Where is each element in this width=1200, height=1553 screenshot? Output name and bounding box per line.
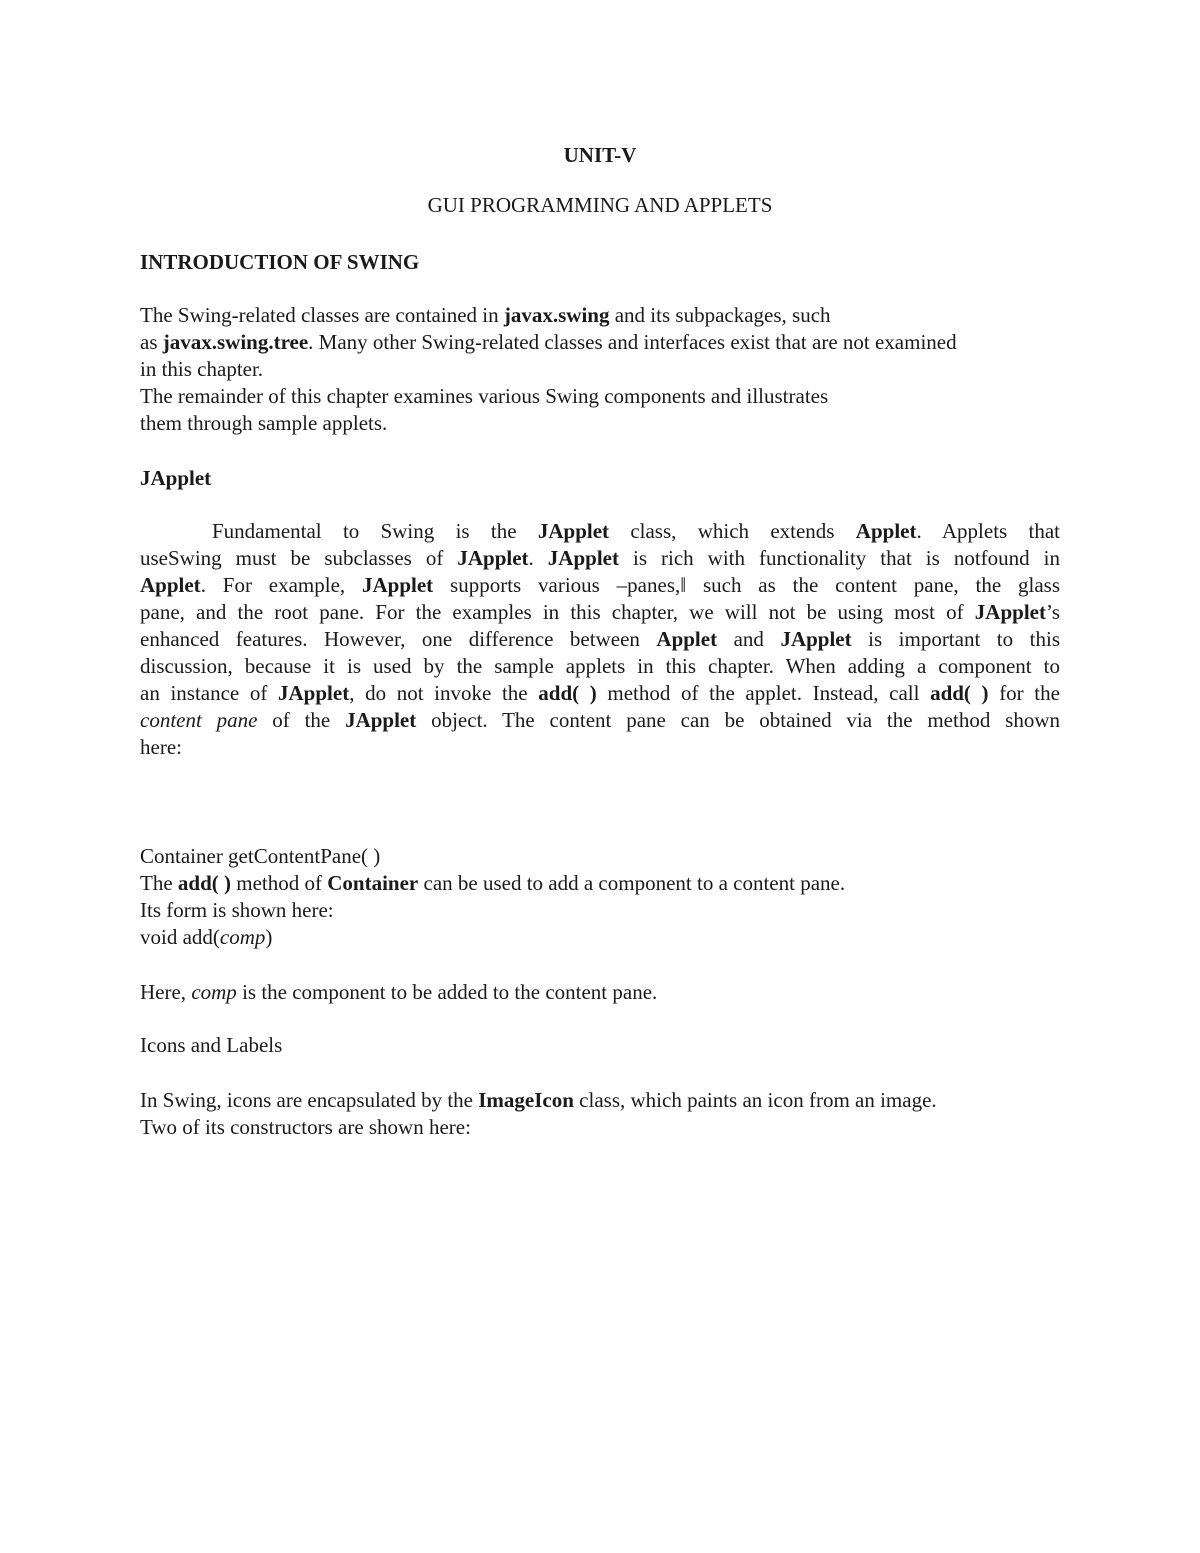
japplet-line-4: pane, and the root pane. For the examples in this chapter, we will not be using most of JApplet’s [140,600,1060,624]
japplet-line-3: Applet. For example, JApplet supports various –panes,‖ such as the content pane, the glass [140,573,1060,597]
icons-line-1: In Swing, icons are encapsulated by the ImageIcon class, which paints an icon from an image. [140,1088,937,1112]
icons-line-2: Two of its constructors are shown here: [140,1115,471,1139]
intro-line-4: The remainder of this chapter examines various Swing components and illustrates [140,384,829,408]
japplet-line-6: discussion, because it is used by the sample applets in this chapter. When adding a component to [140,654,1060,678]
japplet-line-8: content pane of the JApplet object. The content pane can be obtained via the method shown [140,708,1060,732]
intro-line-2: as javax.swing.tree. Many other Swing-related classes and interfaces exist that are not examined [140,330,957,354]
intro-line-1: The Swing-related classes are contained in javax.swing and its subpackages, such [140,303,831,327]
japplet-line-5: enhanced features. However, one difference between Applet and JApplet is important to this [140,627,1060,651]
container-line-2: The add( ) method of Container can be used to add a component to a content pane. [140,871,846,895]
intro-line-5: them through sample applets. [140,411,388,435]
container-signature: Container getContentPane( ) [140,844,381,868]
unit-title: UNIT-V [563,143,637,167]
container-line-3: Its form is shown here: [140,898,334,922]
container-line-4: void add(comp) [140,925,273,949]
intro-line-3: in this chapter. [140,357,264,381]
section-heading-icons: Icons and Labels [140,1033,283,1057]
japplet-line-7: an instance of JApplet, do not invoke the add( ) method of the applet. Instead, call add( ) for the [140,681,1060,705]
container-line-5: Here, comp is the component to be added to the content pane. [140,980,658,1004]
document-subtitle: GUI PROGRAMMING AND APPLETS [427,193,773,217]
section-heading-swing: INTRODUCTION OF SWING [140,250,420,274]
japplet-line-9: here: [140,735,182,759]
document-page [140,0,1060,1553]
japplet-line-1: Fundamental to Swing is the JApplet class, which extends Applet. Applets that [212,519,1060,543]
section-heading-japplet: JApplet [140,466,212,490]
japplet-line-2: useSwing must be subclasses of JApplet. JApplet is rich with functionality that is notfound in [140,546,1060,570]
